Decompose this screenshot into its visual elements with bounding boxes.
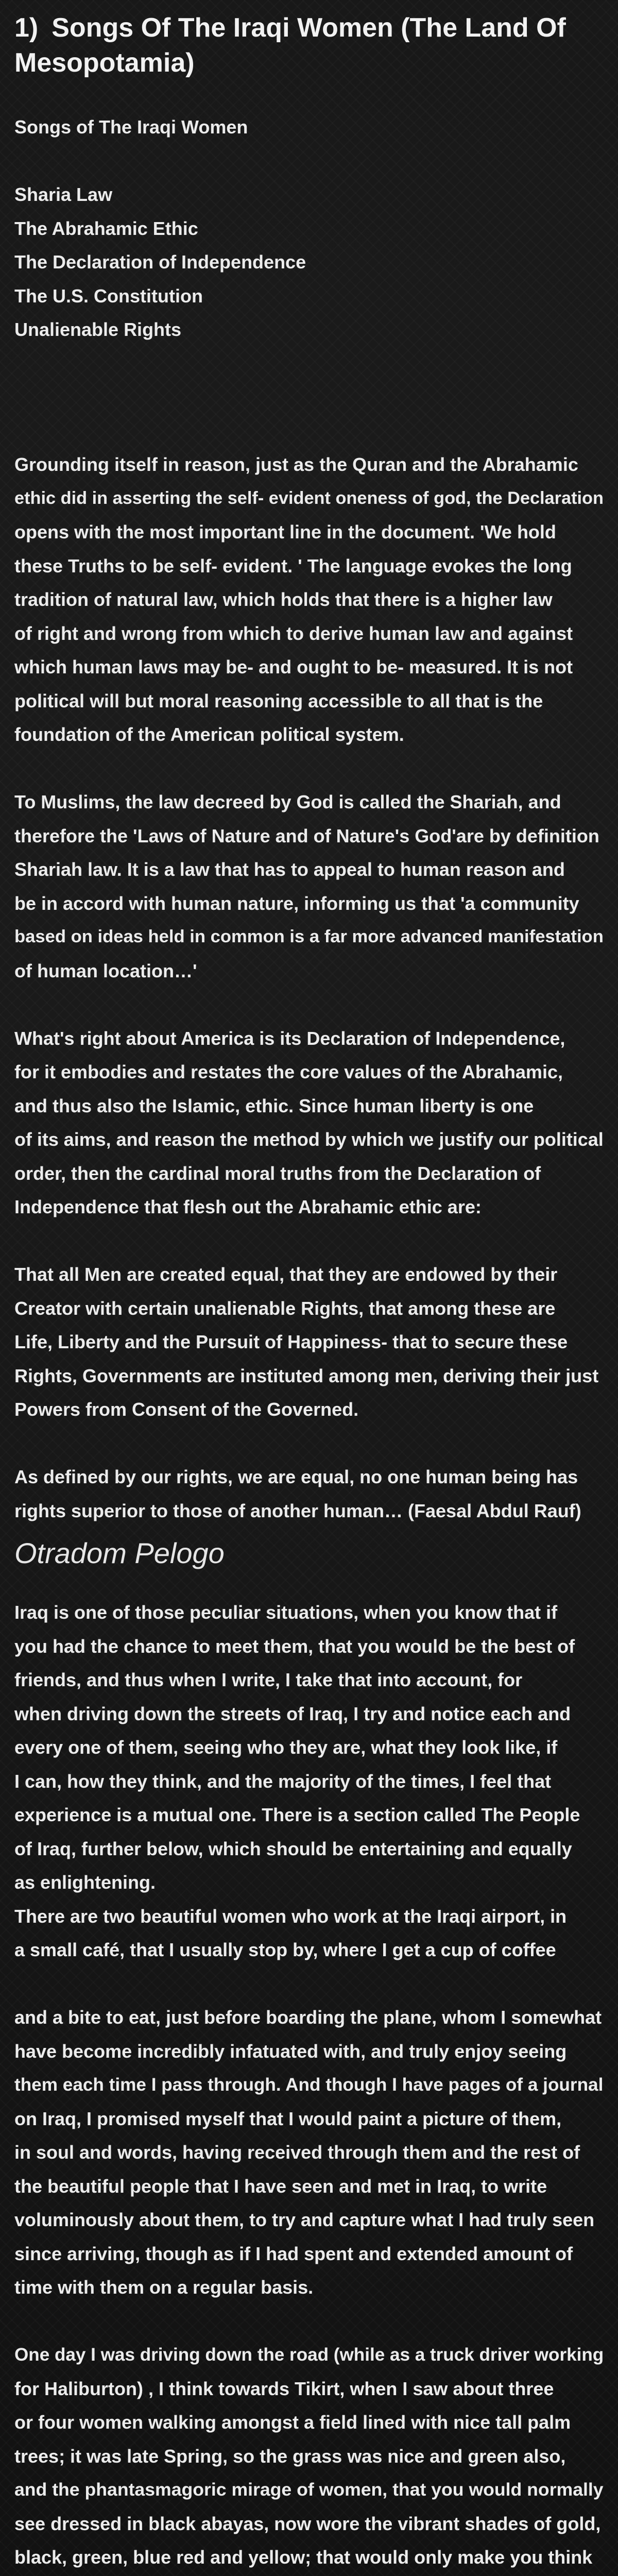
poem-line: What's right about America is its Declaration of Independence, xyxy=(14,1027,565,1049)
stanza-break xyxy=(14,380,604,414)
poem-line: Life, Liberty and the Pursuit of Happiness- that to secure these xyxy=(14,1331,568,1352)
poem-line: you had the chance to meet them, that you would be the best of xyxy=(14,1635,575,1657)
poem-line: see dressed in black abayas, now wore the vibrant shades of gold, xyxy=(14,2513,601,2534)
stanza-break xyxy=(14,1427,604,1461)
poem-line: Sharia Law xyxy=(14,184,113,205)
poem-line: and thus also the Islamic, ethic. Since human liberty is one xyxy=(14,1095,534,1116)
poem-line: every one of them, seeing who they are, what they look like, if xyxy=(14,1737,558,1758)
stanza-break xyxy=(14,2304,604,2338)
stanza-break xyxy=(14,1224,604,1258)
poem-line: therefore the 'Laws of Nature and of Nature's God'are by definition xyxy=(14,825,599,846)
poem-line: That all Men are created equal, that they are endowed by their xyxy=(14,1264,558,1285)
poem-line: a small café, that I usually stop by, where I get a cup of coffee xyxy=(14,1939,556,1960)
poem-line: black, green, blue red and yellow; that would only make you think xyxy=(14,2547,593,2568)
poem-line: or four women walking amongst a field lined with nice tall palm xyxy=(14,2412,571,2433)
poem-line: order, then the cardinal moral truths from the Declaration of xyxy=(14,1162,541,1184)
stanza-break xyxy=(14,1967,604,2001)
stanza-break xyxy=(14,752,604,786)
poem-line: To Muslims, the law decreed by God is called the Shariah, and xyxy=(14,791,561,812)
poem-line: Shariah law. It is a law that has to appeal to human reason and xyxy=(14,859,565,880)
poem-line: As defined by our rights, we are equal, no one human being has xyxy=(14,1466,578,1487)
poem-line: Powers from Consent of the Governed. xyxy=(14,1399,359,1420)
poem-line: be in accord with human nature, informing us that 'a community xyxy=(14,892,579,914)
poem-line: them each time I pass through. And though I have pages of a journal xyxy=(14,2075,604,2095)
stanza-break xyxy=(14,144,604,178)
poem-line: The Abrahamic Ethic xyxy=(14,217,198,239)
poem-line: trees; it was late Spring, so the grass was nice and green also, xyxy=(14,2445,566,2467)
poem-line: when driving down the streets of Iraq, I try and notice each and xyxy=(14,1703,571,1724)
poem-line: rights superior to those of another human… (Faesal Abdul Rauf) xyxy=(14,1500,581,1521)
poem-line: as enlightening. xyxy=(14,1872,156,1893)
poem-line: in soul and words, having received through them and the rest of xyxy=(14,2142,580,2163)
poem-body-part-1 xyxy=(14,110,604,1528)
poem-line: Unalienable Rights xyxy=(14,319,182,340)
stanza-break xyxy=(14,347,604,381)
poem-number: 1) xyxy=(14,13,39,43)
poem-line: I can, how they think, and the majority of the times, I feel that xyxy=(14,1770,552,1792)
poet-name: Otradom Pelogo xyxy=(14,1537,225,1569)
stanza-break xyxy=(14,414,604,448)
poem-line: Songs of The Iraqi Women xyxy=(14,116,248,138)
poem-line: of its aims, and reason the method by which we justify our political xyxy=(14,1129,604,1150)
poem-line: ethic did in asserting the self- evident oneness of god, the Declaration xyxy=(14,488,604,508)
poem-title-text: Songs Of The Iraqi Women (The Land Of Mesopotamia) xyxy=(14,13,566,78)
poem-line: foundation of the American political system. xyxy=(14,724,404,745)
poem-line: of human location…' xyxy=(14,960,197,981)
poem-line: political will but moral reasoning accessible to all that is the xyxy=(14,690,543,711)
poem-line: There are two beautiful women who work at the Iraqi airport, in xyxy=(14,1905,567,1927)
stanza-break xyxy=(14,988,604,1022)
poem-line: since arriving, though as if I had spent and extended amount of xyxy=(14,2243,573,2264)
poem-line: of right and wrong from which to derive human law and against xyxy=(14,622,573,644)
poem-line: opens with the most important line in the document. 'We hold xyxy=(14,521,556,543)
poem-line: tradition of natural law, which holds that there is a higher law xyxy=(14,589,553,610)
poem-line: The Declaration of Independence xyxy=(14,251,306,273)
poem-title xyxy=(14,10,604,80)
poem-line: Creator with certain unalienable Rights, that among these are xyxy=(14,1297,556,1319)
poem-line xyxy=(14,2574,604,2576)
poem-line: the beautiful people that I have seen and met in Iraq, to write xyxy=(14,2175,547,2197)
poem-line: based on ideas held in common is a far more advanced manifestation xyxy=(14,927,604,946)
poem-line: for it embodies and restates the core values of the Abrahamic, xyxy=(14,1061,563,1082)
poem-line: Independence that flesh out the Abrahamic ethic are: xyxy=(14,1196,482,1217)
poem-line: Grounding itself in reason, just as the Quran and the Abrahamic xyxy=(14,454,578,475)
poem-line: for Haliburton) , I think towards Tikirt, when I saw about three xyxy=(14,2378,554,2399)
poem-line: Iraq is one of those peculiar situations, when you know that if xyxy=(14,1602,558,1623)
poem-line: The U.S. Constitution xyxy=(14,285,203,307)
poem-line: of Iraq, further below, which should be entertaining and equally xyxy=(14,1838,572,1859)
poem-line: friends, and thus when I write, I take that into account, for xyxy=(14,1669,523,1690)
poem-line: voluminously about them, to try and capture what I had truly seen xyxy=(14,2209,595,2230)
poem-line: these Truths to be self- evident. ' The language evokes the long xyxy=(14,555,572,577)
poem-line: One day I was driving down the road (while as a truck driver working xyxy=(14,2345,604,2365)
poem-line: which human laws may be- and ought to be- measured. It is not xyxy=(14,656,573,677)
poem-line: on Iraq, I promised myself that I would paint a picture of them, xyxy=(14,2108,562,2129)
poem-line: time with them on a regular basis. xyxy=(14,2277,314,2298)
poem-line: and the phantasmagoric mirage of women, that you would normally xyxy=(14,2479,604,2500)
poem-line: and a bite to eat, just before boarding the plane, whom I somewhat xyxy=(14,2007,602,2028)
poem-line: have become incredibly infatuated with, and truly enjoy seeing xyxy=(14,2040,567,2062)
poem-line: experience is a mutual one. There is a section called The People xyxy=(14,1804,580,1825)
poem-body-part-2 xyxy=(14,1596,604,2576)
poem-line: Rights, Governments are instituted among men, deriving their just xyxy=(14,1365,599,1386)
